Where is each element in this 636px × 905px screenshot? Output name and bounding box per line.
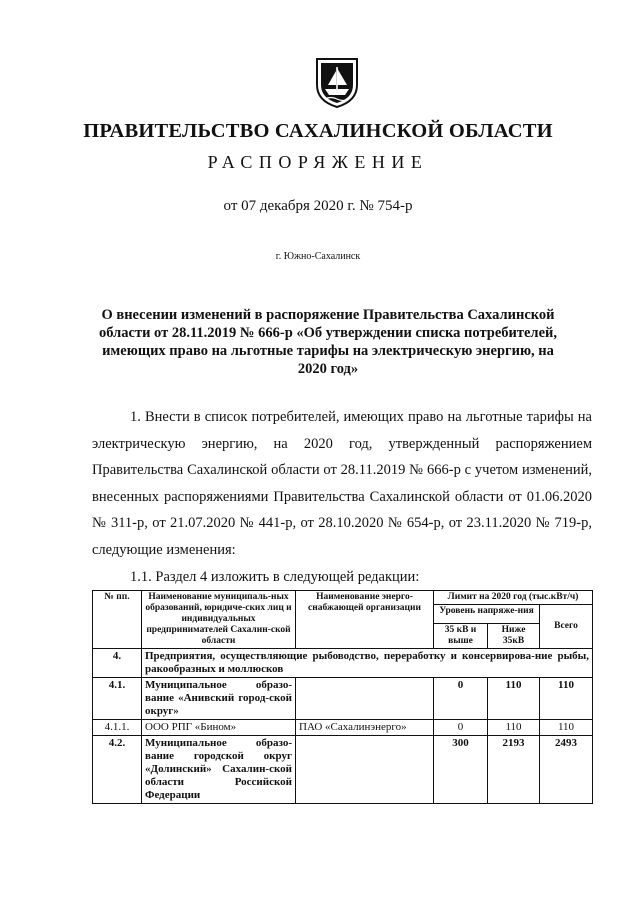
header-below-35kv: Ниже 35кВ (488, 624, 540, 649)
row-num: 4.2. (93, 736, 142, 804)
coat-of-arms-icon (311, 55, 363, 109)
limits-table (92, 590, 593, 804)
row-total: 110 (540, 720, 593, 736)
row-name: Муниципальное образо-вание «Анивский город-ской округ» (142, 678, 296, 720)
government-title: ПРАВИТЕЛЬСТВО САХАЛИНСКОЙ ОБЛАСТИ (83, 120, 553, 142)
table-row (93, 678, 593, 720)
header-num: № пп. (93, 591, 142, 649)
document-subject: О внесении изменений в распоряжение Правительства Сахалинской области от 28.11.2019 № 666-р «Об утверждении списка потребителей, имеющих право на льготные тарифы на электрическую энергию, на 2020 год» (98, 307, 557, 377)
row-num: 4.1. (93, 678, 142, 720)
table-row (93, 736, 593, 804)
row-below-35kv: 110 (488, 720, 540, 736)
row-name: Муниципальное образо-вание городской округ «Долинский» Сахалин-ской области Российской Федерации (142, 736, 296, 804)
row-total: 110 (540, 678, 593, 720)
row-supplier (296, 736, 434, 804)
document-type: РАСПОРЯЖЕНИЕ (207, 152, 429, 172)
table-header-row (93, 591, 593, 605)
header-35kv: 35 кВ и выше (434, 624, 488, 649)
row-below-35kv: 110 (488, 678, 540, 720)
row-35kv: 0 (434, 720, 488, 736)
row-name: ООО РПГ «Бином» (142, 720, 296, 736)
paragraph-1: 1. Внести в список потребителей, имеющих право на льготные тарифы на электрическую энергию, на 2020 год, утвержденный распоряжением Правительства Сахалинской области от 28.11.2019 № 666-р с учетом изменений, внесенных распоряжениями Правительства Сахалинской области от 01.06.2020 № 311-р, от 21.07.2020 № 441-р, от 28.10.2020 № 654-р, от 23.11.2020 № 719-р, следующие изменения: (92, 409, 592, 558)
paragraph-1-1: 1.1. Раздел 4 изложить в следующей редакции: (130, 569, 420, 585)
header-name: Наименование муниципаль-ных образований, юридиче-ских лиц и индивидуальных предпринимателей Сахалин-ской области (142, 591, 296, 649)
header-limit: Лимит на 2020 год (тыс.кВт/ч) (434, 591, 593, 605)
section-num: 4. (93, 649, 142, 678)
table-row (93, 720, 593, 736)
document-date-number: от 07 декабря 2020 г. № 754-р (223, 198, 413, 214)
header-supplier: Наименование энерго-снабжающей организации (296, 591, 434, 649)
header-total: Всего (540, 605, 593, 649)
row-35kv: 300 (434, 736, 488, 804)
row-35kv: 0 (434, 678, 488, 720)
header-voltage: Уровень напряже-ния (434, 605, 540, 624)
section-title: Предприятия, осуществляющие рыбоводство, переработку и консервирова-ние рыбы, ракообразных и моллюсков (142, 649, 593, 678)
document-city: г. Южно-Сахалинск (275, 251, 361, 262)
row-num: 4.1.1. (93, 720, 142, 736)
table-section-row (93, 649, 593, 678)
row-below-35kv: 2193 (488, 736, 540, 804)
row-supplier: ПАО «Сахалинэнерго» (296, 720, 434, 736)
row-supplier (296, 678, 434, 720)
row-total: 2493 (540, 736, 593, 804)
